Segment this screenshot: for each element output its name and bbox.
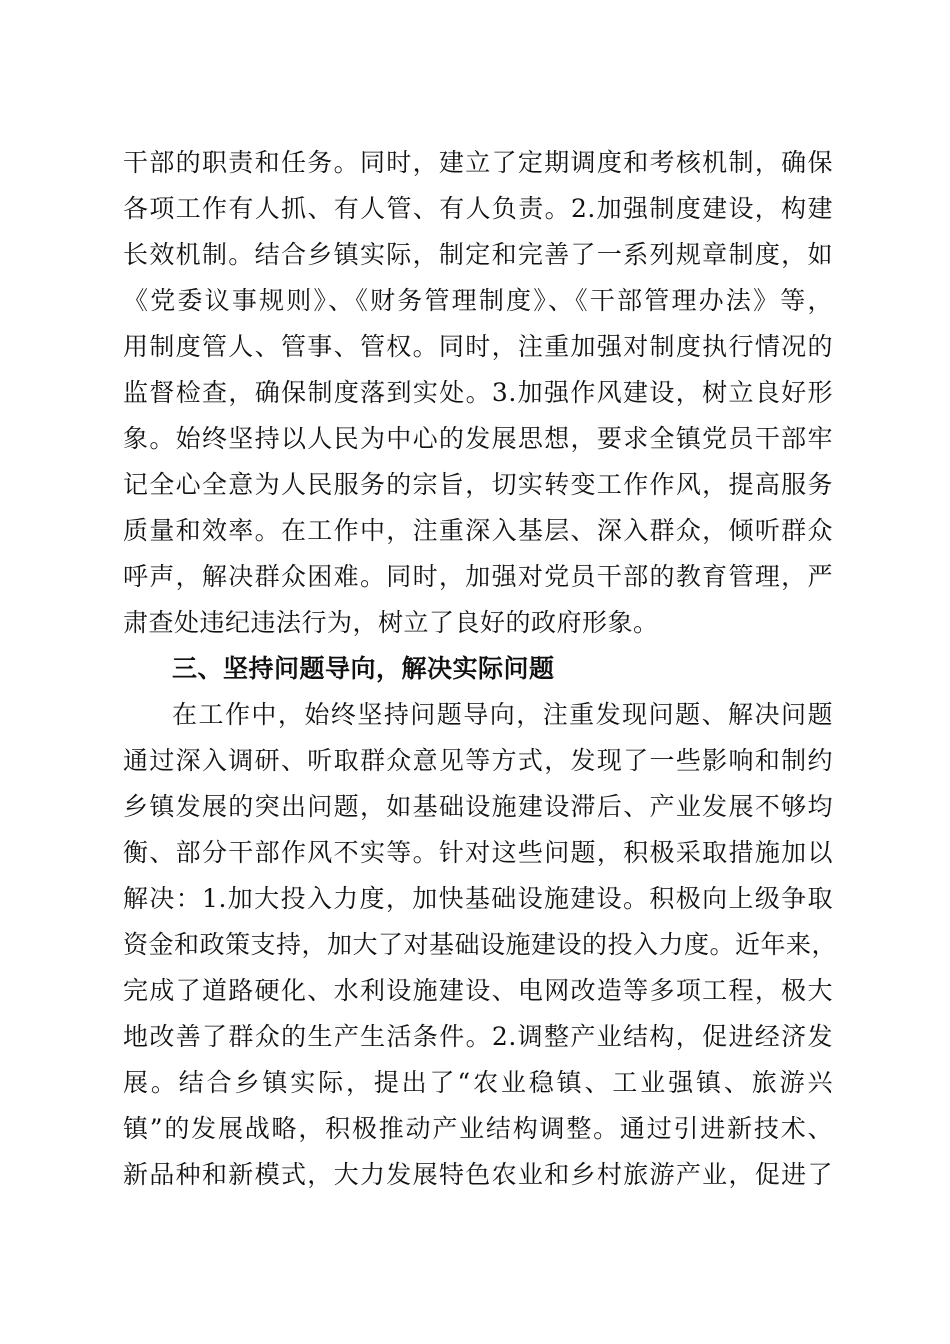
paragraph-line: 资金和政策支持，加大了对基础设施建设的投入力度。近年来， <box>123 930 838 959</box>
paragraph-line: 完成了道路硬化、水利设施建设、电网改造等多项工程，极大 <box>123 976 833 1005</box>
paragraph-line: 衡、部分干部作风不实等。针对这些问题，积极采取措施加以 <box>123 838 833 867</box>
paragraph-line: 各项工作有人抓、有人管、有人负责。2.加强制度建设，构建 <box>123 194 833 223</box>
paragraph-line: 监督检查，确保制度落到实处。3.加强作风建设，树立良好形 <box>123 378 833 407</box>
paragraph-line: 长效机制。结合乡镇实际，制定和完善了一系列规章制度，如 <box>123 240 833 269</box>
paragraph-line: 新品种和新模式，大力发展特色农业和乡村旅游产业，促进了 <box>123 1160 833 1189</box>
paragraph-line: 《党委议事规则》、《财务管理制度》、《干部管理办法》等， <box>123 286 833 315</box>
section-heading: 三、坚持问题导向，解决实际问题 <box>172 654 555 683</box>
paragraph-line: 通过深入调研、听取群众意见等方式，发现了一些影响和制约 <box>123 746 833 775</box>
paragraph-line: 展。结合乡镇实际，提出了“农业稳镇、工业强镇、旅游兴 <box>123 1068 833 1097</box>
paragraph-line: 乡镇发展的突出问题，如基础设施建设滞后、产业发展不够均 <box>123 792 833 821</box>
paragraph-line: 镇”的发展战略，积极推动产业结构调整。通过引进新技术、 <box>123 1114 833 1143</box>
paragraph-line: 干部的职责和任务。同时，建立了定期调度和考核机制，确保 <box>123 148 833 177</box>
paragraph-line: 质量和效率。在工作中，注重深入基层、深入群众，倾听群众 <box>123 516 833 545</box>
paragraph-line: 记全心全意为人民服务的宗旨，切实转变工作作风，提高服务 <box>123 470 833 499</box>
paragraph-line: 象。始终坚持以人民为中心的发展思想，要求全镇党员干部牢 <box>123 424 833 453</box>
paragraph-line: 地改善了群众的生产生活条件。2.调整产业结构，促进经济发 <box>123 1022 833 1051</box>
paragraph-line: 用制度管人、管事、管权。同时，注重加强对制度执行情况的 <box>123 332 833 361</box>
paragraph-line: 在工作中，始终坚持问题导向，注重发现问题、解决问题 <box>172 700 833 729</box>
paragraph-line: 肃查处违纪违法行为，树立了良好的政府形象。 <box>123 608 659 637</box>
paragraph-line: 解决：1.加大投入力度，加快基础设施建设。积极向上级争取 <box>123 884 833 913</box>
paragraph-line: 呼声，解决群众困难。同时，加强对党员干部的教育管理，严 <box>123 562 833 591</box>
